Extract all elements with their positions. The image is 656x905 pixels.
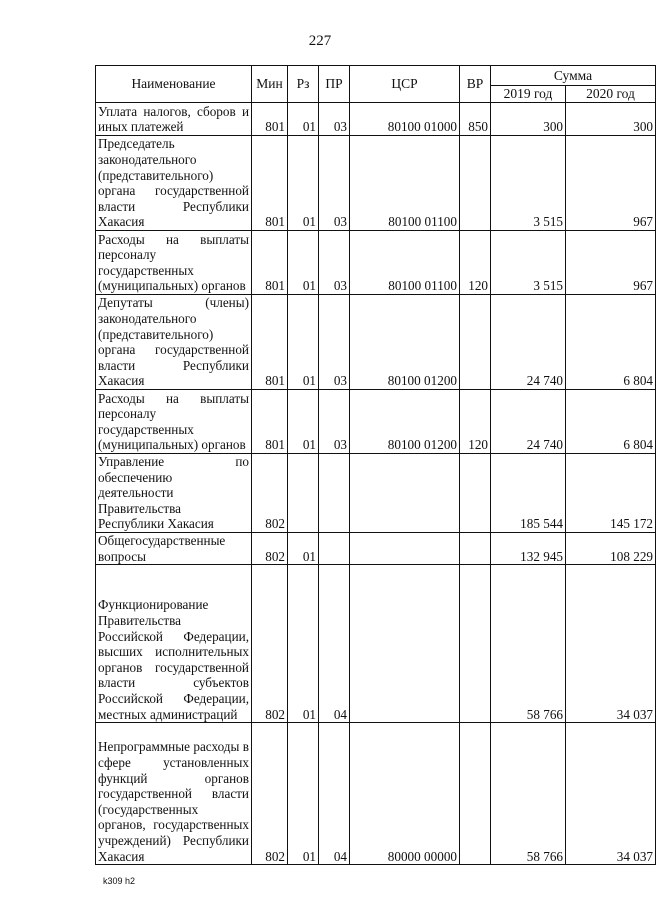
cell-y2020: 6 804 [566,295,656,390]
cell-vr [460,532,491,564]
cell-csr: 80100 01100 [350,231,460,295]
cell-csr [350,532,460,564]
budget-table [95,65,656,865]
cell-y2019: 3 515 [491,231,566,295]
cell-pr [319,532,350,564]
table-row [96,231,656,295]
cell-min: 802 [252,454,288,533]
cell-csr [350,565,460,723]
cell-y2020: 34 037 [566,565,656,723]
header-year-2019: 2019 год [491,86,566,103]
cell-csr: 80100 01000 [350,103,460,136]
cell-min: 801 [252,390,288,454]
footer-code: k309 h2 [103,876,136,886]
table-row [96,103,656,136]
cell-vr [460,723,491,865]
cell-min: 802 [252,565,288,723]
cell-name: Расходы на выплаты персоналу государственных (муниципальных) органов [96,390,252,454]
cell-vr: 120 [460,231,491,295]
cell-pr: 04 [319,565,350,723]
table-row [96,454,656,533]
header-csr: ЦСР [350,66,460,103]
cell-name: Общегосударственные вопросы [96,532,252,564]
cell-min: 801 [252,136,288,231]
cell-rz: 01 [288,103,319,136]
header-pr: ПР [319,66,350,103]
table-row [96,295,656,390]
header-min: Мин [252,66,288,103]
cell-y2020: 145 172 [566,454,656,533]
cell-pr: 03 [319,231,350,295]
header-vr: ВР [460,66,491,103]
cell-rz: 01 [288,390,319,454]
cell-y2020: 967 [566,231,656,295]
cell-y2019: 185 544 [491,454,566,533]
cell-rz: 01 [288,532,319,564]
header-rz: Рз [288,66,319,103]
cell-name: Непрограммные расходы в сфере установленных функций органов государственной власти (государственных органов, государственных учреждений) Республики Хакасия [96,723,252,865]
cell-min: 802 [252,723,288,865]
cell-name: Расходы на выплаты персоналу государственных (муниципальных) органов [96,231,252,295]
cell-rz: 01 [288,295,319,390]
cell-name: Депутаты (члены) законодательного (представительного) органа государственной власти Республики Хакасия [96,295,252,390]
cell-name: Уплата налогов, сборов и иных платежей [96,103,252,136]
cell-min: 801 [252,295,288,390]
cell-y2019: 300 [491,103,566,136]
cell-y2019: 3 515 [491,136,566,231]
cell-rz: 01 [288,565,319,723]
cell-min: 801 [252,103,288,136]
cell-csr: 80100 01200 [350,295,460,390]
cell-pr [319,454,350,533]
cell-y2019: 24 740 [491,390,566,454]
cell-min: 802 [252,532,288,564]
cell-pr: 03 [319,136,350,231]
cell-pr: 03 [319,295,350,390]
header-sum: Сумма [491,66,656,86]
table-row [96,565,656,723]
cell-csr: 80000 00000 [350,723,460,865]
cell-y2020: 300 [566,103,656,136]
cell-vr [460,136,491,231]
cell-rz: 01 [288,723,319,865]
cell-vr [460,295,491,390]
cell-rz [288,454,319,533]
cell-rz: 01 [288,231,319,295]
table-row [96,136,656,231]
cell-vr: 120 [460,390,491,454]
cell-csr: 80100 01200 [350,390,460,454]
cell-rz: 01 [288,136,319,231]
cell-y2019: 58 766 [491,565,566,723]
cell-pr: 03 [319,390,350,454]
table-body [96,103,656,865]
cell-name: Управление по обеспечению деятельности Правительства Республики Хакасия [96,454,252,533]
cell-y2019: 132 945 [491,532,566,564]
cell-vr [460,565,491,723]
header-year-2020: 2020 год [566,86,656,103]
cell-vr [460,454,491,533]
cell-y2020: 108 229 [566,532,656,564]
cell-y2019: 58 766 [491,723,566,865]
table-row [96,723,656,865]
cell-name: Председатель законодательного (представительного) органа государственной власти Республики Хакасия [96,136,252,231]
cell-y2020: 6 804 [566,390,656,454]
cell-name: Функционирование Правительства Российской Федерации, высших исполнительных органов государственной власти субъектов Российской Федерации, местных администраций [96,565,252,723]
cell-min: 801 [252,231,288,295]
cell-y2019: 24 740 [491,295,566,390]
cell-pr: 04 [319,723,350,865]
cell-y2020: 967 [566,136,656,231]
table-row [96,532,656,564]
cell-csr [350,454,460,533]
cell-y2020: 34 037 [566,723,656,865]
cell-pr: 03 [319,103,350,136]
cell-csr: 80100 01100 [350,136,460,231]
page-number: 227 [308,33,332,49]
header-name: Наименование [96,66,252,103]
table-row [96,390,656,454]
cell-vr: 850 [460,103,491,136]
